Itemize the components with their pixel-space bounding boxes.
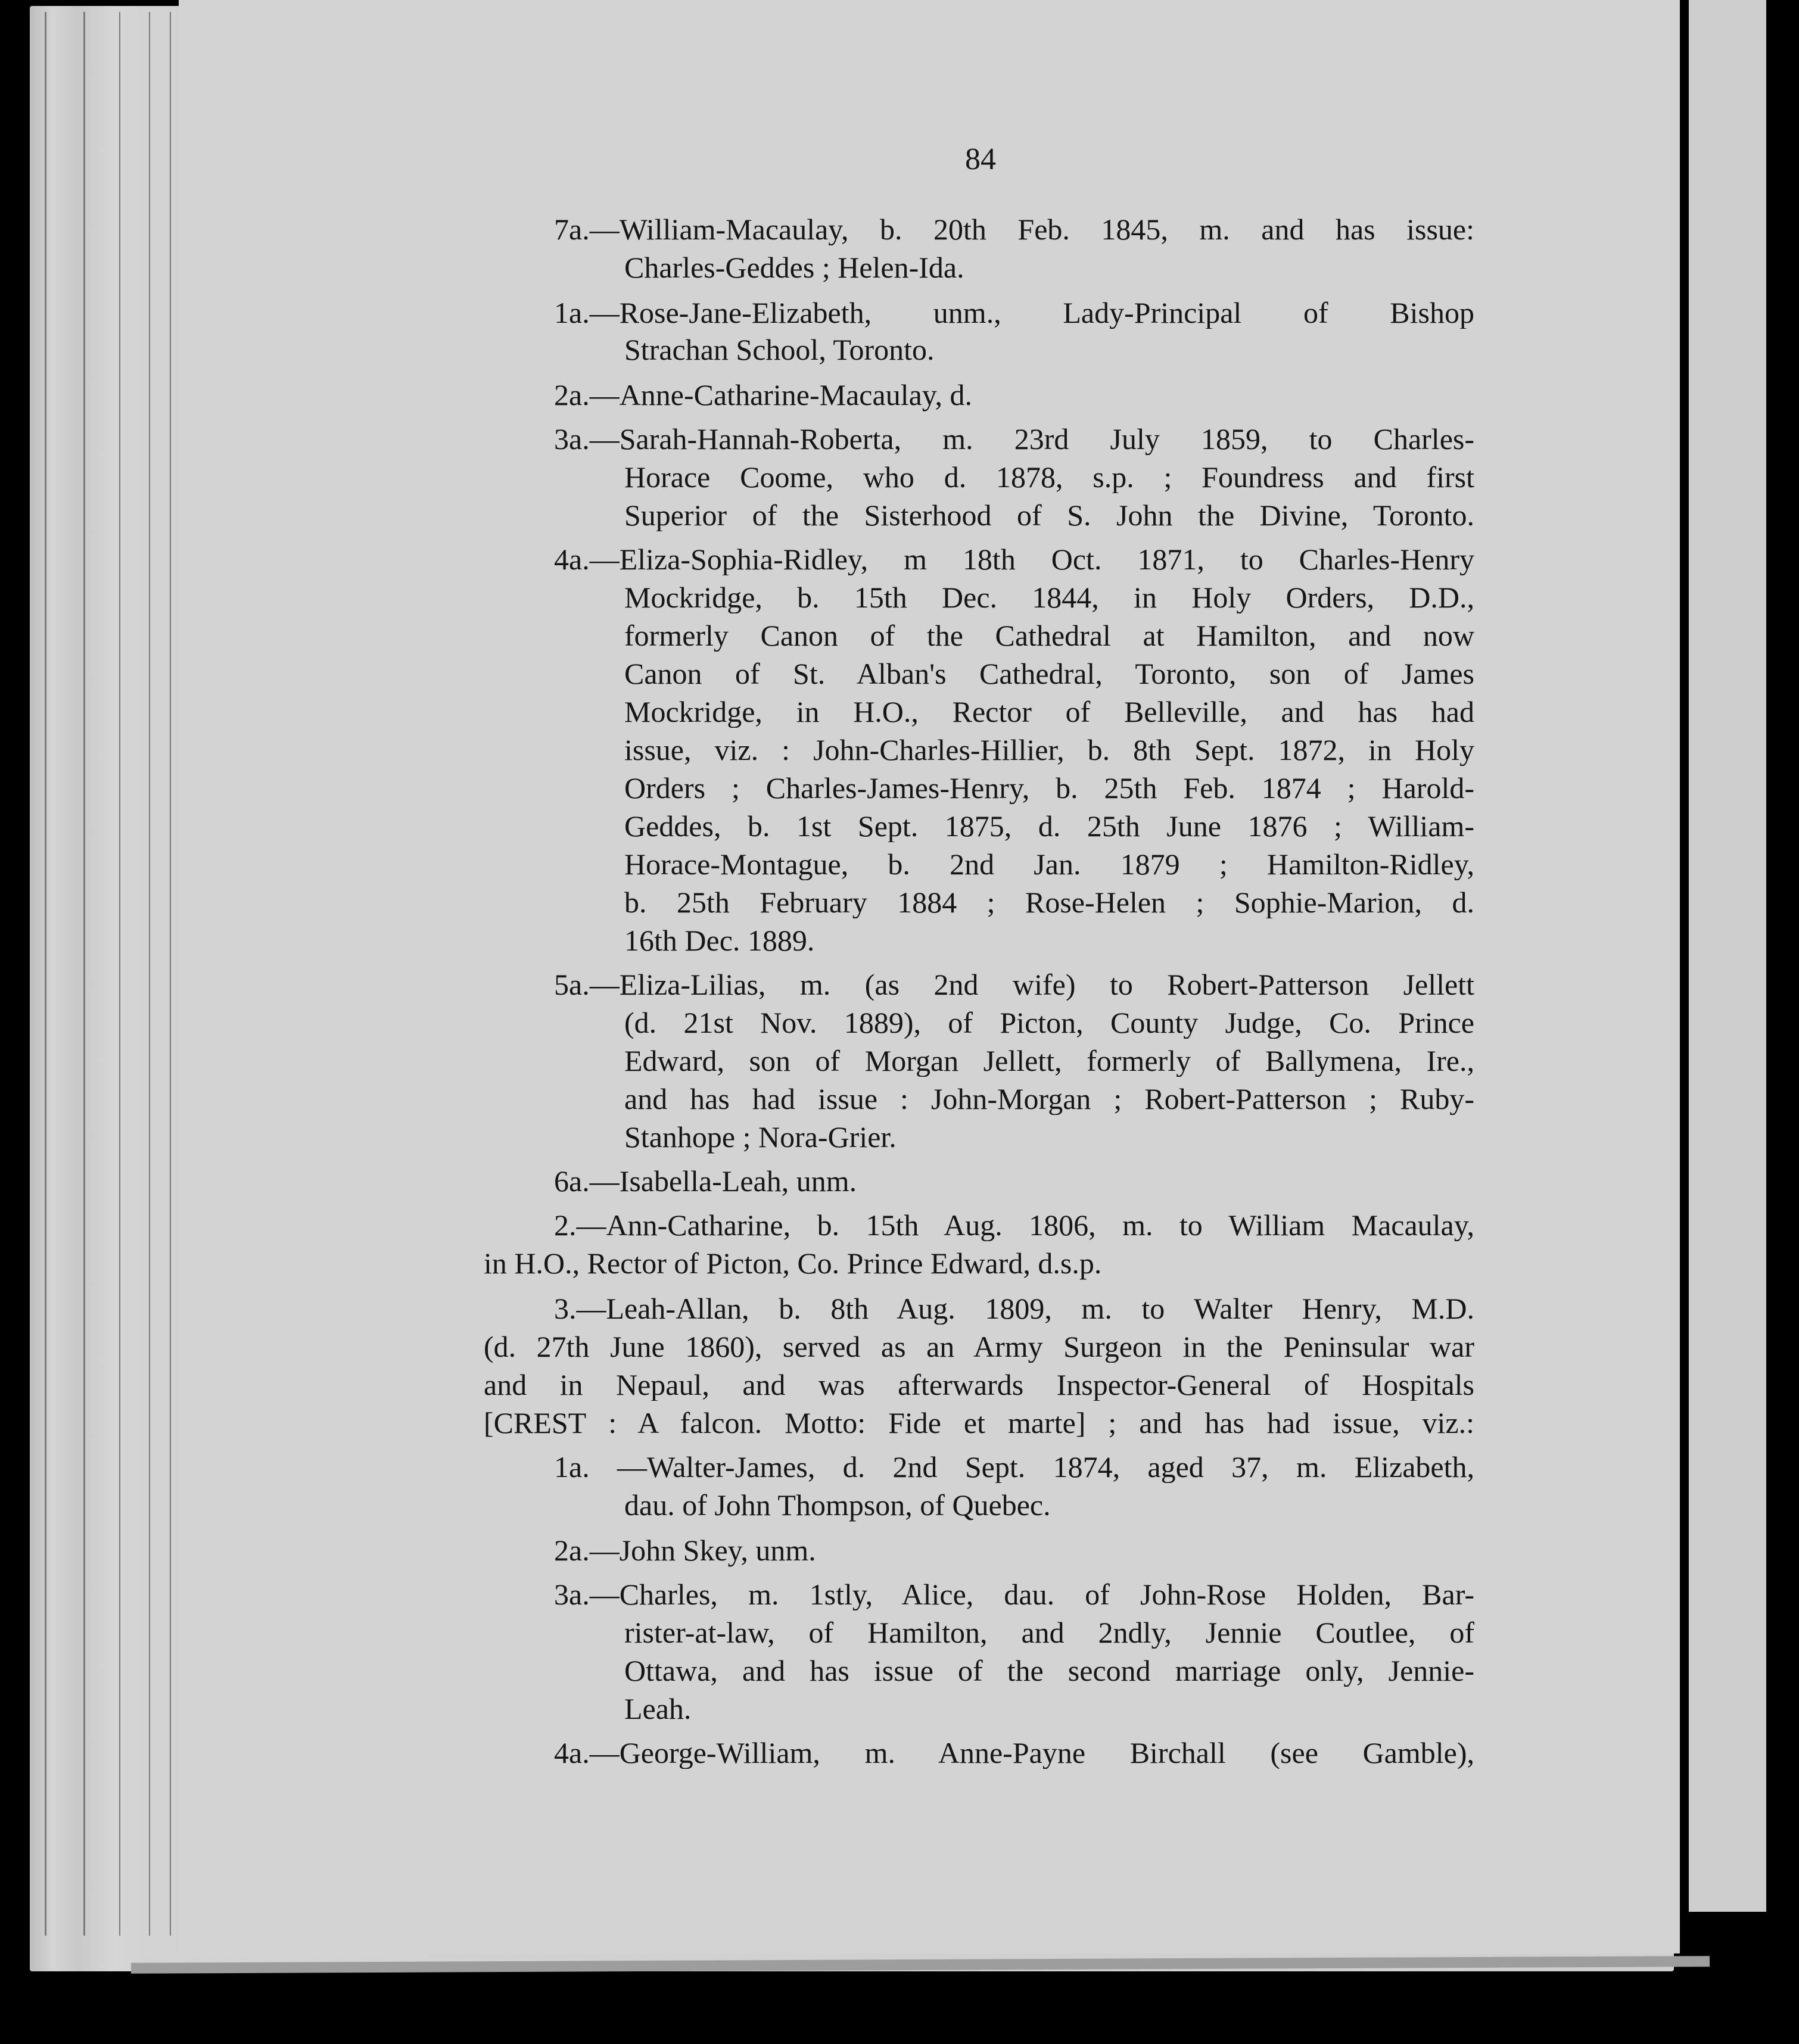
text-line: [CREST : A falcon. Motto: Fide et marte] ; and has had issue, viz.: — [484, 1408, 1474, 1439]
text-line: Mockridge, in H.O., Rector of Belleville, and has had — [624, 697, 1474, 728]
text-line: rister-at-law, of Hamilton, and 2ndly, Jennie Coutlee, of — [624, 1618, 1474, 1649]
text-line: and has had issue : John-Morgan ; Robert-Patterson ; Ruby- — [624, 1084, 1474, 1115]
text-line: Orders ; Charles-James-Henry, b. 25th Feb. 1874 ; Harold- — [624, 773, 1474, 804]
text-line: Strachan School, Toronto. — [624, 333, 935, 366]
text-line: Canon of St. Alban's Cathedral, Toronto, son of James — [624, 659, 1474, 690]
text-line: 5a.—Eliza-Lilias, m. (as 2nd wife) to Robert-Patterson Jellett — [554, 970, 1474, 1001]
text-line: formerly Canon of the Cathedral at Hamilton, and now — [624, 621, 1474, 652]
text-line: 1a.—Rose-Jane-Elizabeth, unm., Lady-Principal of Bishop — [554, 298, 1474, 329]
text-line: Leah. — [624, 1692, 692, 1725]
text-line: 2a.—John Skey, unm. — [554, 1534, 816, 1567]
text-line: 7a.—William-Macaulay, b. 20th Feb. 1845, m. and has issue: — [554, 214, 1474, 245]
text-line: (d. 21st Nov. 1889), of Picton, County Judge, Co. Prince — [624, 1008, 1474, 1039]
text-line: b. 25th February 1884 ; Rose-Helen ; Sophie-Marion, d. — [624, 887, 1474, 918]
text-line: 2.—Ann-Catharine, b. 15th Aug. 1806, m. to William Macaulay, — [554, 1210, 1474, 1241]
text-line: 4a.—George-William, m. Anne-Payne Birchall (see Gamble), — [554, 1738, 1474, 1769]
text-line: Ottawa, and has issue of the second marriage only, Jennie- — [624, 1656, 1474, 1687]
text-line: 3.—Leah-Allan, b. 8th Aug. 1809, m. to Walter Henry, M.D. — [554, 1294, 1474, 1325]
text-line: Superior of the Sisterhood of S. John the Divine, Toronto. — [624, 500, 1474, 531]
text-line: Charles-Geddes ; Helen-Ida. — [624, 251, 964, 284]
text-line: 6a.—Isabella-Leah, unm. — [554, 1164, 857, 1198]
text-line: in H.O., Rector of Picton, Co. Prince Edward, d.s.p. — [484, 1247, 1102, 1280]
text-line: 3a.—Sarah-Hannah-Roberta, m. 23rd July 1859, to Charles- — [554, 424, 1474, 455]
text-line: and in Nepaul, and was afterwards Inspector-General of Hospitals — [484, 1370, 1474, 1401]
text-line: Stanhope ; Nora-Grier. — [624, 1120, 897, 1154]
text-line: 2a.—Anne-Catharine-Macaulay, d. — [554, 378, 973, 412]
text-line: (d. 27th June 1860), served as an Army Surgeon in the Peninsular war — [484, 1332, 1474, 1363]
text-line: Geddes, b. 1st Sept. 1875, d. 25th June 1876 ; William- — [624, 811, 1474, 842]
page-number: 84 — [965, 142, 996, 176]
text-line: dau. of John Thompson, of Quebec. — [624, 1488, 1051, 1522]
text-line: Edward, son of Morgan Jellett, formerly of Ballymena, Ire., — [624, 1046, 1474, 1077]
text-line: Mockridge, b. 15th Dec. 1844, in Holy Orders, D.D., — [624, 582, 1474, 613]
text-line: Horace-Montague, b. 2nd Jan. 1879 ; Hamilton-Ridley, — [624, 849, 1474, 880]
text-line: Horace Coome, who d. 1878, s.p. ; Foundress and first — [624, 462, 1474, 493]
text-line: 16th Dec. 1889. — [624, 924, 815, 957]
text-line: issue, viz. : John-Charles-Hillier, b. 8th Sept. 1872, in Holy — [624, 735, 1474, 766]
text-line: 3a.—Charles, m. 1stly, Alice, dau. of John-Rose Holden, Bar- — [554, 1579, 1474, 1610]
text-line: 4a.—Eliza-Sophia-Ridley, m 18th Oct. 1871, to Charles-Henry — [554, 544, 1474, 575]
text-line: 1a. —Walter-James, d. 2nd Sept. 1874, aged 37, m. Elizabeth, — [554, 1452, 1474, 1483]
